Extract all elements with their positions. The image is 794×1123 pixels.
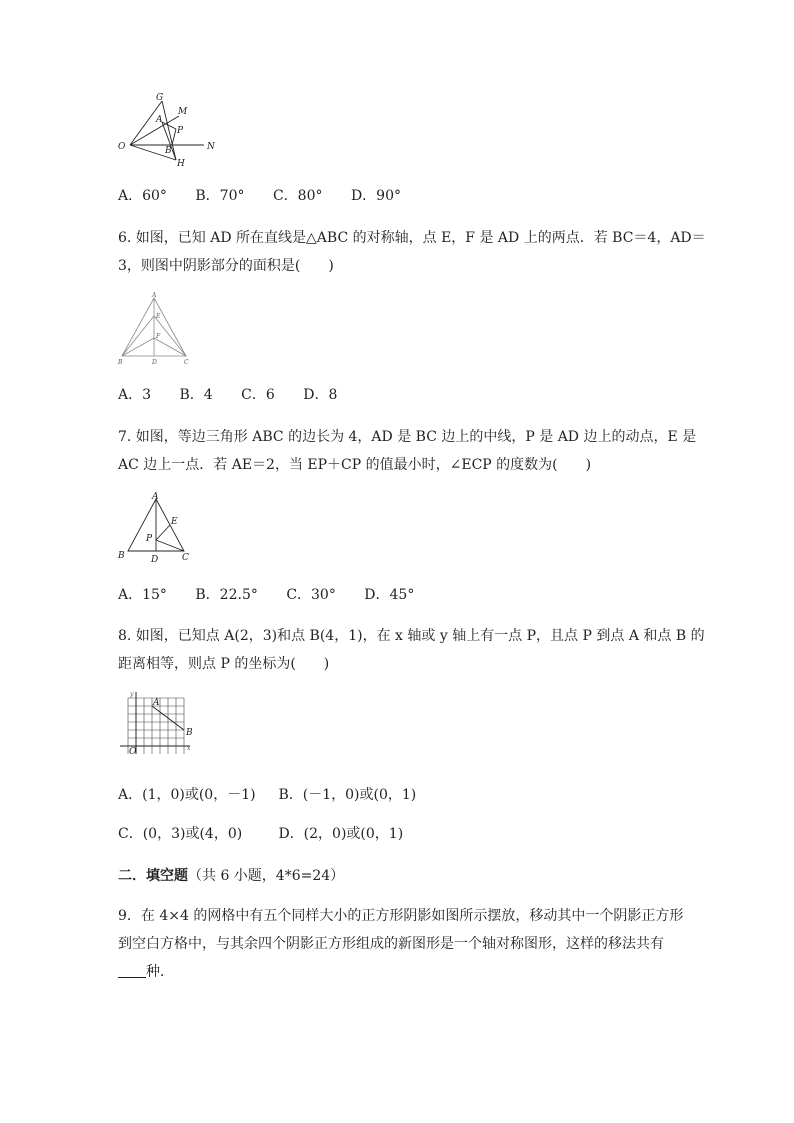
q5-label-o: O: [118, 142, 126, 152]
q5-option-b[interactable]: B．70°: [195, 188, 245, 204]
q8-options-row1: [118, 785, 416, 805]
section-title: 二．填空题: [118, 868, 188, 884]
q5-label-p: P: [177, 126, 184, 136]
q8-stem-line2: 距离相等，则点 P 的坐标为( ): [118, 656, 330, 672]
q9-line3-suffix: 种．: [146, 964, 174, 980]
q6-stem-line2: 3，则图中阴影部分的面积是( ): [118, 258, 334, 274]
q8-figure: [116, 688, 198, 760]
q6-label-d: D: [152, 359, 157, 366]
q8-option-a[interactable]: A．(1，0)或(0，－1): [118, 787, 256, 803]
q6-label-b: B: [118, 359, 123, 366]
q5-option-a[interactable]: A．60°: [118, 188, 167, 204]
q7-label-p: P: [146, 534, 153, 544]
q7-label-b: B: [118, 551, 125, 561]
q8-option-c[interactable]: C．(0，3)或(4，0): [118, 826, 243, 842]
q8-options-row2: [118, 824, 403, 844]
q8-option-d[interactable]: D．(2，0)或(0，1): [278, 826, 404, 842]
q6-option-d[interactable]: D．8: [303, 387, 338, 403]
q5-label-h: H: [177, 159, 185, 169]
q9-stem-line2: 到空白方格中，与其余四个阴影正方形组成的新图形是一个轴对称图形，这样的移法共有: [118, 936, 664, 952]
q6-option-b[interactable]: B．4: [179, 387, 213, 403]
q5-label-m: M: [178, 107, 188, 117]
q9-answer-blank[interactable]: [118, 963, 146, 978]
q5-label-a: A: [156, 115, 163, 125]
q5-option-c[interactable]: C．80°: [272, 188, 323, 204]
q8-option-b[interactable]: B．(－1，0)或(0，1): [278, 787, 417, 803]
q5-label-g: G: [156, 93, 164, 103]
q7-option-b[interactable]: B．22.5°: [195, 587, 258, 603]
q5-label-b: B: [165, 146, 172, 156]
q7-options: [118, 585, 438, 605]
q6-figure: [116, 292, 196, 367]
q7-label-c: C: [182, 553, 189, 563]
q8-label-x: x: [187, 745, 191, 752]
q7-option-a[interactable]: A．15°: [118, 587, 167, 603]
q7-label-d: D: [151, 555, 159, 565]
q7-figure: [116, 490, 196, 566]
q5-label-n: N: [207, 142, 215, 152]
section-heading: [118, 866, 344, 886]
q8-stem-line1: 8. 如图，已知点 A(2，3)和点 B(4，1)，在 x 轴或 y 轴上有一点 P，且点 P 到点 A 和点 B 的: [118, 628, 705, 644]
q7-option-c[interactable]: C．30°: [286, 587, 336, 603]
q5-options: [118, 186, 425, 206]
q6-label-f: F: [156, 333, 161, 340]
q6-label-c: C: [184, 359, 189, 366]
q6-label-a: A: [152, 292, 157, 299]
q6-label-e: E: [156, 313, 161, 320]
q6-option-a[interactable]: A．3: [118, 387, 152, 403]
q6-stem-line1: 6. 如图，已知 AD 所在直线是△ABC 的对称轴，点 E，F 是 AD 上的两点．若 BC＝4，AD＝: [118, 230, 706, 246]
q5-option-d[interactable]: D．90°: [350, 188, 401, 204]
q8-label-o: O: [129, 747, 137, 757]
q7-stem-line2: AC 边上一点．若 AE＝2，当 EP＋CP 的值最小时，∠ECP 的度数为( ): [118, 457, 592, 473]
q8-label-a: A: [153, 698, 160, 708]
q7-stem-line1: 7. 如图，等边三角形 ABC 的边长为 4，AD 是 BC 边上的中线，P 是 AD 边上的动点，E 是: [118, 429, 697, 445]
q8-label-y: y: [130, 691, 134, 698]
section-note: （共 6 小题，4*6=24）: [188, 868, 345, 884]
q7-label-e: E: [171, 517, 178, 527]
q8-label-b: B: [186, 728, 193, 738]
q9-stem-line3: [118, 962, 174, 982]
q9-stem-line1: 9．在 4×4 的网格中有五个同样大小的正方形阴影如图所示摆放，移动其中一个阴影正方形: [118, 908, 684, 924]
q6-options: [118, 385, 361, 405]
q7-option-d[interactable]: D．45°: [364, 587, 415, 603]
q5-figure: [114, 92, 224, 170]
q7-label-a: A: [152, 492, 159, 502]
q6-option-c[interactable]: C．6: [241, 387, 275, 403]
